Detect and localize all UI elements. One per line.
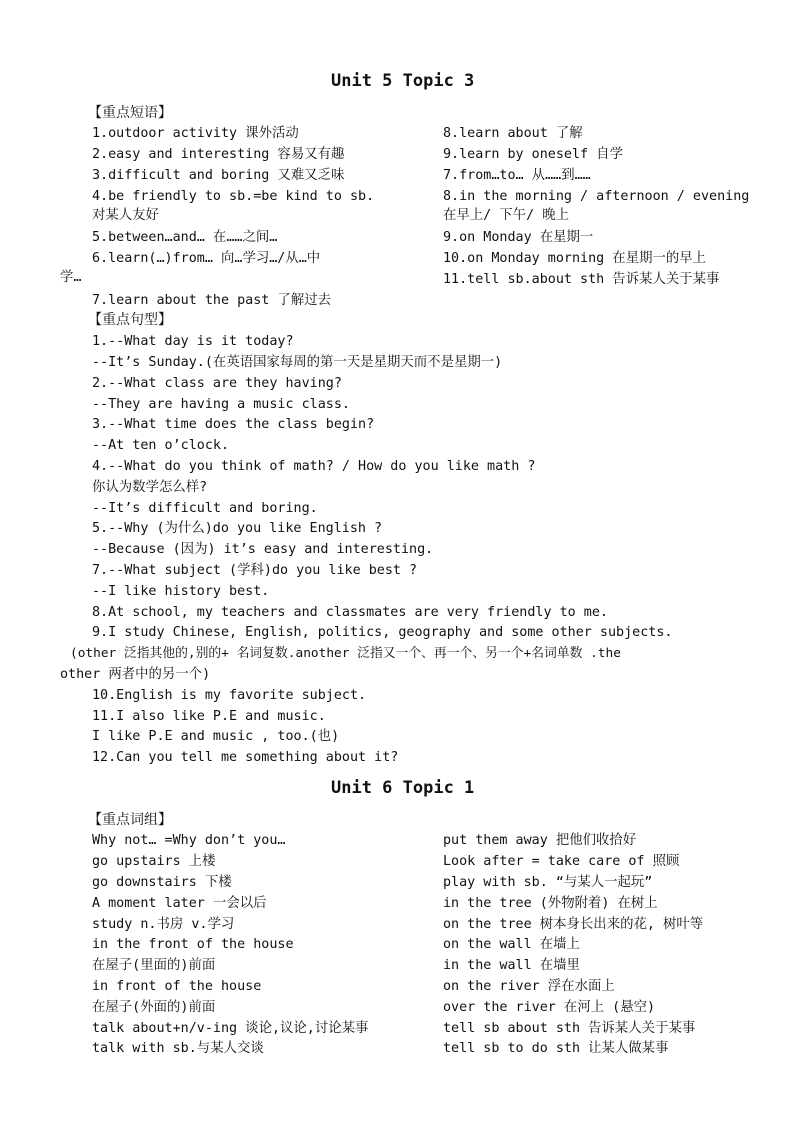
unit5-left-line: 5.between…and… 在……之间… bbox=[92, 230, 278, 245]
sentence-line: --At ten o’clock. bbox=[92, 438, 230, 453]
sentence-line: 1.--What day is it today? bbox=[92, 334, 294, 349]
unit5-left-line: 学… bbox=[60, 270, 82, 285]
unit5-right-line: 7.from…to… 从……到…… bbox=[443, 168, 591, 183]
unit6-right-line: tell sb about sth 告诉某人关于某事 bbox=[443, 1021, 696, 1036]
sentence-line: 11.I also like P.E and music. bbox=[92, 709, 326, 724]
unit6-left-line: in front of the house bbox=[92, 979, 262, 994]
unit6-right-line: on the tree 树本身长出来的花, 树叶等 bbox=[443, 917, 704, 932]
unit5-sentences-heading: 【重点句型】 bbox=[88, 312, 172, 328]
unit6-right-line: play with sb. “与某人一起玩” bbox=[443, 875, 653, 890]
unit6-left-line: go downstairs 下楼 bbox=[92, 875, 232, 890]
unit5-left-line: 对某人友好 bbox=[92, 208, 159, 223]
sentence-line: I like P.E and music , too.(也) bbox=[92, 729, 340, 744]
sentence-line: other 两者中的另一个) bbox=[60, 667, 211, 682]
sentence-line: (other 泛指其他的,别的+ 名词复数.another 泛指又一个、再一个、另一个+名词单数 .the bbox=[70, 646, 621, 661]
unit6-right-line: tell sb to do sth 让某人做某事 bbox=[443, 1041, 669, 1056]
unit5-left-line: 2.easy and interesting 容易又有趣 bbox=[92, 147, 345, 162]
sentence-line: 7.--What subject (学科)do you like best ? bbox=[92, 563, 418, 578]
sentence-line: 8.At school, my teachers and classmates are very friendly to me. bbox=[92, 605, 608, 620]
sentence-line: --It’s difficult and boring. bbox=[92, 501, 318, 516]
unit5-title: Unit 5 Topic 3 bbox=[331, 71, 475, 91]
unit6-left-line: go upstairs 上楼 bbox=[92, 854, 216, 869]
sentence-line: --I like history best. bbox=[92, 584, 270, 599]
unit5-left-line: 3.difficult and boring 又难又乏味 bbox=[92, 168, 345, 183]
sentence-line: --Because (因为) it’s easy and interesting. bbox=[92, 542, 434, 557]
unit6-left-line: study n.书房 v.学习 bbox=[92, 917, 235, 932]
unit6-left-line: in the front of the house bbox=[92, 937, 294, 952]
sentence-line: 4.--What do you think of math? / How do you like math ? bbox=[92, 459, 536, 474]
unit6-left-line: Why not… =Why don’t you… bbox=[92, 833, 286, 848]
unit5-right-line: 11.tell sb.about sth 告诉某人关于某事 bbox=[443, 272, 720, 287]
sentence-line: --It’s Sunday.(在英语国家每周的第一天是星期天而不是星期一) bbox=[92, 355, 503, 370]
unit6-left-line: 在屋子(里面的)前面 bbox=[92, 958, 216, 973]
unit6-phrases-heading: 【重点词组】 bbox=[88, 812, 172, 828]
unit5-right-line: 在早上/ 下午/ 晚上 bbox=[443, 208, 569, 223]
unit5-phrases-heading: 【重点短语】 bbox=[88, 105, 172, 121]
unit5-right-line: 10.on Monday morning 在星期一的早上 bbox=[443, 251, 707, 266]
unit6-right-line: in the wall 在墙里 bbox=[443, 958, 580, 973]
unit5-right-line: 9.learn by oneself 自学 bbox=[443, 147, 623, 162]
unit6-right-line: on the river 浮在水面上 bbox=[443, 979, 615, 994]
unit5-left-line: 1.outdoor activity 课外活动 bbox=[92, 126, 299, 141]
sentence-line: 9.I study Chinese, English, politics, geography and some other subjects. bbox=[92, 625, 673, 640]
unit6-left-line: 在屋子(外面的)前面 bbox=[92, 1000, 216, 1015]
unit5-left-line: 6.learn(…)from… 向…学习…/从…中 bbox=[92, 251, 321, 266]
unit5-right-line: 8.learn about 了解 bbox=[443, 126, 583, 141]
sentence-line: 你认为数学怎么样? bbox=[92, 480, 208, 495]
unit5-left-line: 7.learn about the past 了解过去 bbox=[92, 293, 331, 308]
unit5-right-line: 8.in the morning / afternoon / evening bbox=[443, 189, 750, 204]
unit6-left-line: talk about+n/v-ing 谈论,议论,讨论某事 bbox=[92, 1021, 369, 1036]
unit6-right-line: put them away 把他们收拾好 bbox=[443, 833, 637, 848]
unit6-title: Unit 6 Topic 1 bbox=[331, 778, 475, 798]
unit6-right-line: Look after = take care of 照顾 bbox=[443, 854, 680, 869]
unit5-left-line: 4.be friendly to sb.=be kind to sb. bbox=[92, 189, 375, 204]
sentence-line: --They are having a music class. bbox=[92, 397, 350, 412]
sentence-line: 5.--Why (为什么)do you like English ? bbox=[92, 521, 383, 536]
unit5-right-line: 9.on Monday 在星期一 bbox=[443, 230, 594, 245]
unit6-right-line: over the river 在河上 (悬空) bbox=[443, 1000, 656, 1015]
unit6-left-line: A moment later 一会以后 bbox=[92, 896, 267, 911]
unit6-right-line: on the wall 在墙上 bbox=[443, 937, 580, 952]
unit6-right-line: in the tree (外物附着) 在树上 bbox=[443, 896, 658, 911]
sentence-line: 3.--What time does the class begin? bbox=[92, 417, 375, 432]
sentence-line: 10.English is my favorite subject. bbox=[92, 688, 367, 703]
sentence-line: 12.Can you tell me something about it? bbox=[92, 750, 399, 765]
sentence-line: 2.--What class are they having? bbox=[92, 376, 342, 391]
unit6-left-line: talk with sb.与某人交谈 bbox=[92, 1041, 264, 1056]
